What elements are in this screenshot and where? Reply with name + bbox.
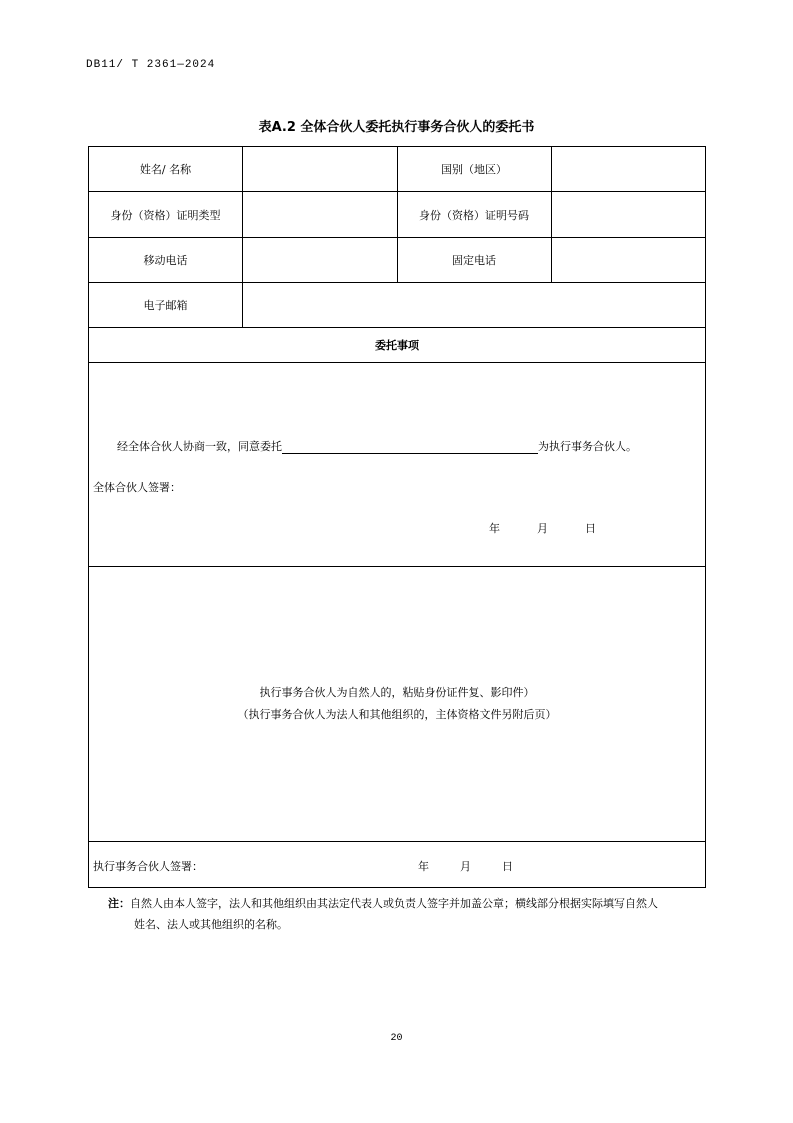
- exec-sign-date-year: 年: [418, 860, 429, 873]
- row-divider: [89, 362, 705, 363]
- footnote-line-1: 自然人由本人签字，法人和其他组织由其法定代表人或负责人签字并加盖公章；横线部分根据实际填写自然人: [130, 897, 658, 910]
- id-type-field[interactable]: [243, 192, 397, 237]
- row-divider: [89, 841, 705, 842]
- mobile-label: 移动电话: [143, 254, 188, 267]
- id-attachment-area[interactable]: [89, 567, 705, 841]
- exec-partner-sign-label: 执行事务合伙人签署：: [93, 860, 203, 873]
- page-number: 20: [390, 1033, 403, 1044]
- footnote-label: 注：: [108, 897, 130, 910]
- all-partners-sign-label: 全体合伙人签署：: [93, 481, 181, 494]
- attachment-instruction-2: （执行事务合伙人为法人和其他组织的，主体资格文件另附后页）: [237, 708, 557, 721]
- id-number-label: 身份（资格）证明号码: [419, 208, 529, 222]
- entrust-prefix: 经全体合伙人协商一致，同意委托: [117, 440, 282, 453]
- mobile-field[interactable]: [243, 238, 397, 282]
- name-label: 姓名/ 名称: [139, 163, 192, 176]
- sign-date-year: 年: [489, 522, 500, 535]
- footnote: [108, 893, 712, 935]
- entrust-section-header: 委托事项: [375, 339, 419, 352]
- entrust-statement: [117, 438, 637, 454]
- landline-field[interactable]: [552, 238, 705, 282]
- exec-sign-date-month: 月: [460, 860, 471, 873]
- nationality-label: 国别（地区）: [441, 163, 507, 176]
- email-label: 电子邮箱: [143, 299, 188, 312]
- entrustment-form: [88, 146, 706, 888]
- standard-code: DB11/ T 2361—2024: [86, 59, 216, 71]
- id-type-label: 身份（资格）证明类型: [110, 208, 221, 222]
- id-number-field[interactable]: [552, 192, 705, 237]
- exec-sign-date-day: 日: [502, 860, 513, 873]
- landline-label: 固定电话: [452, 254, 496, 267]
- attachment-instruction-1: 执行事务合伙人为自然人的，粘贴身份证件复、影印件）: [259, 686, 535, 699]
- name-field[interactable]: [243, 147, 397, 191]
- entrust-suffix: 为执行事务合伙人。: [538, 440, 637, 453]
- sign-date-month: 月: [537, 522, 548, 535]
- footnote-line-2: 姓名、法人或其他组织的名称。: [134, 918, 288, 931]
- table-title: 表A.2 全体合伙人委托执行事务合伙人的委托书: [258, 120, 535, 135]
- sign-date-day: 日: [585, 522, 596, 535]
- nationality-field[interactable]: [552, 147, 705, 191]
- entrusted-partner-blank[interactable]: [282, 441, 538, 454]
- email-field[interactable]: [243, 283, 705, 327]
